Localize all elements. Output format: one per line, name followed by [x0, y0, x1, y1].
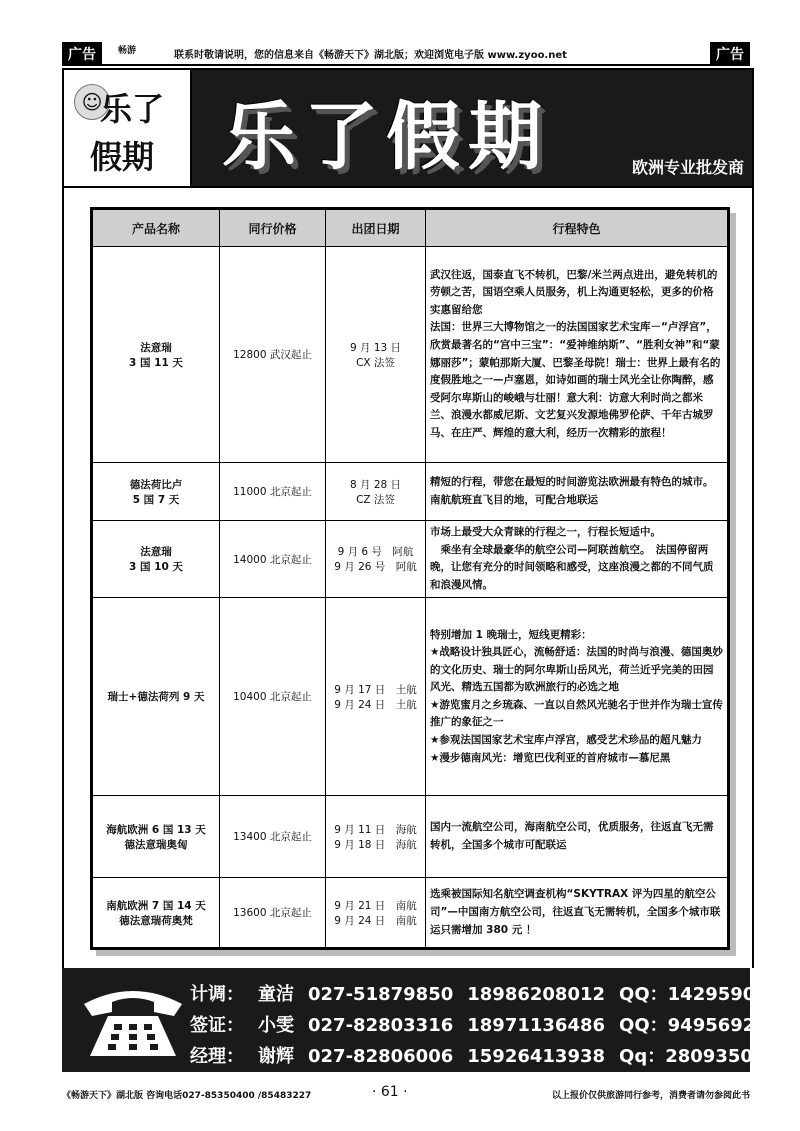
product-table — [90, 207, 730, 950]
mini-logo: 畅游 — [118, 46, 137, 56]
date-line-2: 9 月 24 日 土航 — [334, 698, 417, 711]
header-price: 同行价格 — [220, 210, 326, 247]
date-cell — [326, 796, 426, 878]
date-line-2: 9 月 18 日 海航 — [334, 838, 417, 851]
contact-name: 小雯 — [258, 1015, 294, 1036]
itinerary-cell: 特别增加 1 晚瑞士，短线更精彩： ★战略设计独具匠心，流畅舒适：法国的时尚与浪漫、德国奥妙的文化历史、瑞士的阿尔卑斯山岳风光，荷兰近乎完美的田园风光、精选五国都为欧洲旅行的必选之地 ★游览蜜月之乡琉森、一直以自然风光驰名于世并作为瑞士宣传推广的象征之一 ★参观法国国家艺术宝库卢浮宫，感受艺术珍品的超凡魅力 ★漫步德南风光：增览巴伐利亚的首府城市—慕尼黑 — [426, 598, 728, 796]
date-cell — [326, 521, 426, 598]
telephone-icon — [78, 982, 188, 1060]
product-name: 海航欧洲 6 国 13 天 — [106, 823, 206, 836]
date-line-2: 9 月 24 日 南航 — [334, 914, 417, 927]
table-row — [93, 521, 728, 598]
footer-disclaimer: 以上报价仅供旅游同行参考，消费者请勿参阅此书 — [551, 1091, 750, 1101]
date-cell — [326, 878, 426, 948]
date-cell — [326, 463, 426, 521]
contact-qq-label: QQ： — [619, 1015, 668, 1036]
product-name: 瑞士+德法荷列 9 天 — [107, 691, 205, 704]
itinerary-cell: 国内一流航空公司，海南航空公司，优质服务，往返直飞无需转机，全国多个城市可配联运 — [426, 796, 728, 878]
date-line-1: 8 月 28 日 — [349, 478, 402, 491]
contact-name: 谢辉 — [258, 1046, 294, 1067]
ad-tag-left: 广告 — [62, 42, 102, 66]
itinerary-cell: 选乘被国际知名航空调查机构“SKYTRAX 评为四星的航空公司”—中国南方航空公司，往返直飞无需转机，全国多个城市联运只需增加 380 元 ！ — [426, 878, 728, 948]
date-line-1: 9 月 11 日 海航 — [334, 823, 417, 836]
date-line-1: 9 月 13 日 — [349, 341, 402, 354]
itinerary-cell: 武汉往返，国泰直飞不转机，巴黎/米兰两点进出，避免转机的劳顿之苦，国语空乘人员服务，机上沟通更轻松，更多的价格实惠留给您 法国：世界三大博物馆之一的法国国家艺术宝库－“卢浮宫”，欣赏最著名的“宫中三宝”：“爱神维纳斯”、“胜利女神”和“蒙娜丽莎”；蒙帕那斯大厦、巴黎圣母院！瑞士：世界上最有名的度假胜地之一—卢塞恩，如诗如画的瑞士风光全让你陶醉，感受阿尔卑斯山的峻峨与壮丽！意大利：访意大利时尚之都米兰、浪漫水都威尼斯、文艺复兴发源地佛罗伦萨、千年古城罗马、在庄严、辉煌的意大利，经历一次精彩的旅程！ — [426, 247, 728, 463]
price-cell: 14000 北京起止 — [220, 521, 326, 598]
contact-row-visa — [190, 1011, 794, 1037]
logo-line-1: 乐了 — [100, 90, 165, 128]
table-row — [93, 463, 728, 521]
smiley-icon: ☺ — [74, 84, 110, 120]
product-subname: 3 国 10 天 — [129, 561, 183, 574]
date-cell — [326, 247, 426, 463]
contact-mobile: 18986208012 — [467, 984, 606, 1005]
price-cell: 10400 北京起止 — [220, 598, 326, 796]
banner-title: 乐了假期 — [222, 94, 550, 180]
product-name: 法意瑞 — [140, 341, 172, 354]
contact-name: 童洁 — [258, 984, 294, 1005]
date-cell — [326, 598, 426, 796]
price-cell: 13400 北京起止 — [220, 796, 326, 878]
contact-role: 经理： — [190, 1046, 244, 1067]
product-name-cell — [93, 878, 220, 948]
product-name-cell — [93, 796, 220, 878]
product-name-cell — [93, 521, 220, 598]
contact-mobile: 15926413938 — [467, 1046, 606, 1067]
table-row — [93, 796, 728, 878]
product-name: 德法荷比卢 — [129, 478, 183, 491]
banner-title-area — [192, 70, 752, 186]
date-line-1: 9 月 21 日 南航 — [334, 899, 417, 912]
price-cell: 11000 北京起止 — [220, 463, 326, 521]
contact-tel: 027-82806006 — [308, 1046, 454, 1067]
header-departure-date: 出团日期 — [326, 210, 426, 247]
contact-qq: 949569254 — [667, 1015, 781, 1036]
table-row — [93, 878, 728, 948]
date-line-1: 9 月 17 日 土航 — [334, 683, 417, 696]
itinerary-cell: 精短的行程，带您在最短的时间游览法欧洲最有特色的城市。 南航航班直飞目的地，可配合地联运 — [426, 463, 728, 521]
date-line-2: CX 法签 — [356, 356, 395, 369]
product-subname: 5 国 7 天 — [132, 493, 180, 506]
product-name-cell — [93, 598, 220, 796]
contact-role: 计调： — [190, 984, 244, 1005]
contact-qq: 1429590568 — [667, 984, 793, 1005]
brand-banner — [62, 68, 754, 188]
header-product-name: 产品名称 — [93, 210, 220, 247]
contact-row-manager — [190, 1042, 792, 1068]
logo-line-2: 假期 — [90, 138, 155, 176]
date-line-2: CZ 法签 — [356, 493, 395, 506]
table-row — [93, 247, 728, 463]
header-itinerary: 行程特色 — [426, 210, 728, 247]
brand-logo — [64, 70, 192, 186]
contact-panel — [62, 968, 793, 1072]
page-number: · 61 · — [372, 1084, 408, 1100]
product-subname: 德法意瑞荷奥梵 — [119, 914, 193, 927]
itinerary-cell: 市场上最受大众青睐的行程之一，行程长短适中。 乘坐有全球最豪华的航空公司—阿联酋航空。 法国停留两晚，让您有充分的时间领略和感受，这座浪漫之都的不同气质和浪漫风情。 — [426, 521, 728, 598]
table-row — [93, 598, 728, 796]
contact-qq-label: QQ： — [619, 984, 668, 1005]
top-notice-bar — [62, 40, 750, 66]
contact-role: 签证： — [190, 1015, 244, 1036]
product-name-cell — [93, 463, 220, 521]
product-subname: 3 国 11 天 — [129, 356, 183, 369]
ad-tag-right: 广告 — [710, 42, 750, 66]
contact-mobile: 18971136486 — [467, 1015, 606, 1036]
contact-qq: 280935071 — [665, 1046, 778, 1067]
table-header-row — [93, 210, 728, 247]
header-notice: 联系时敬请说明，您的信息来自《畅游天下》湖北版；欢迎浏览电子版 www.zyoo.net — [174, 50, 567, 61]
page-footer — [62, 1078, 750, 1100]
price-cell: 13600 北京起止 — [220, 878, 326, 948]
contact-row-planner — [190, 980, 800, 1006]
product-subname: 德法意瑞奥匈 — [124, 838, 188, 851]
date-line-1: 9 月 6 号 阿航 — [337, 546, 414, 559]
contact-tel: 027-51879850 — [308, 984, 454, 1005]
product-name: 法意瑞 — [140, 546, 172, 559]
product-name-cell — [93, 247, 220, 463]
footer-source: 《畅游天下》湖北版 咨询电话027-85350400 /85483227 — [62, 1091, 312, 1101]
product-name: 南航欧洲 7 国 14 天 — [106, 899, 206, 912]
price-cell: 12800 武汉起止 — [220, 247, 326, 463]
date-line-2: 9 月 26 号 阿航 — [334, 561, 417, 574]
contact-tel: 027-82803316 — [308, 1015, 454, 1036]
banner-subtitle: 欧洲专业批发商 — [631, 158, 744, 177]
contact-qq-label: Qq： — [619, 1046, 666, 1067]
